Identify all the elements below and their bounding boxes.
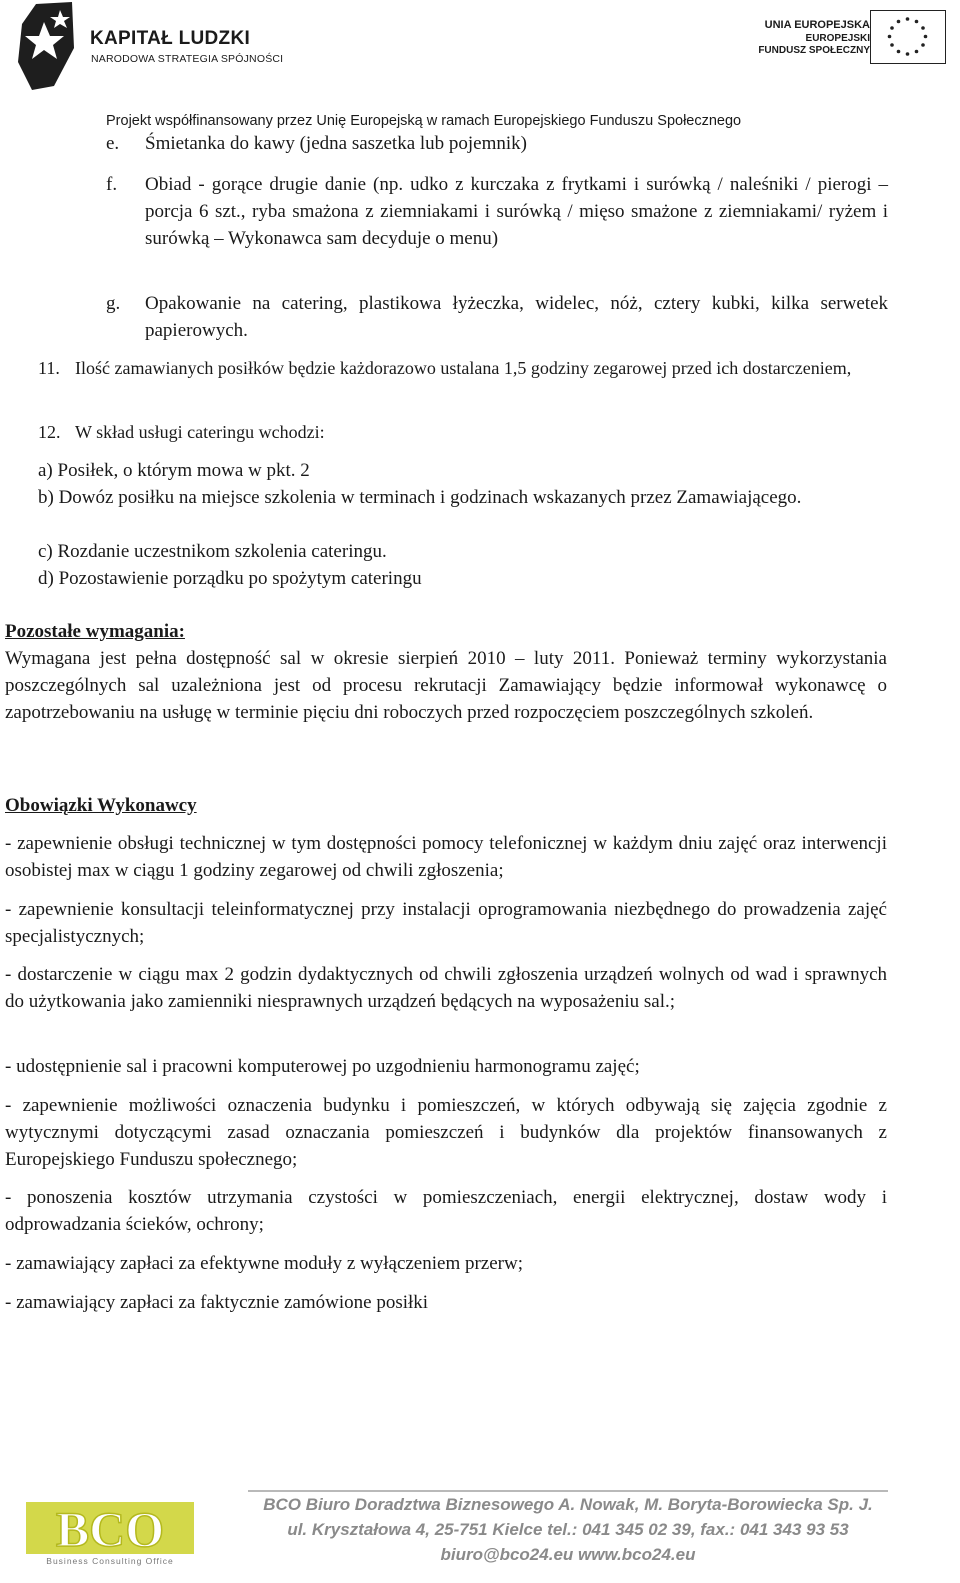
bco-logo: [26, 1502, 194, 1568]
duty-item: - udostępnienie sal i pracowni komputerowej po uzgodnieniu harmonogramu zajęć;: [5, 1056, 640, 1077]
list-item-label: g.: [106, 293, 121, 314]
bco-logo-icon: [26, 1502, 194, 1568]
duty-item: - zamawiający zapłaci za faktycznie zamówione posiłki: [5, 1292, 429, 1313]
contractor-duties-heading: Obowiązki Wykonawcy: [5, 795, 197, 816]
list-item-text: Śmietanka do kawy (jedna saszetka lub pojemnik): [145, 133, 528, 154]
project-cofinancing-line: Projekt współfinansowany przez Unię Europejską w ramach Europejskiego Funduszu Społecznego: [106, 113, 742, 129]
duty-item: - zamawiający zapłaci za efektywne moduły z wyłączeniem przerw;: [5, 1253, 524, 1274]
duty-item: - zapewnienie możliwości oznaczenia budynku i pomieszczeń, w których odbywają się zajęcia zgodnie z wytycznymi dotyczącymi zasad oznaczania pomieszczeń i budynków dla projektów finansowanych z Europejskiego Funduszu społecznego;: [5, 1095, 887, 1170]
list-item-text: Obiad - gorące drugie danie (np. udko z kurczaka z frytkami i surówką / naleśniki / pierogi – porcja 6 szt., ryba smażona z ziemniakami i surówką / mięso smażone z ziemniakami/ ryżem i surówką – Wykonawca sam decyduje o menu): [145, 174, 888, 249]
kapital-ludzki-title: KAPITAŁ LUDZKI: [90, 28, 251, 49]
footer-address: ul. Kryształowa 4, 25-751 Kielce tel.: 041 345 02 39, fax.: 041 343 93 53: [287, 1520, 849, 1539]
kapital-ludzki-subtitle: NARODOWA STRATEGIA SPÓJNOŚCI: [91, 53, 284, 65]
list-item-label: 12.: [38, 422, 61, 442]
list-item-label: 11.: [38, 358, 60, 378]
eu-logo-line1: UNIA EUROPEJSKA: [764, 19, 870, 31]
svg-text:BCO: BCO: [55, 1502, 165, 1557]
duty-item: - zapewnienie obsługi technicznej w tym dostępności pomocy telefonicznej w każdym dniu zajęć oraz interwencji osobistej max w ciągu 1 godziny zegarowej od chwili zgłoszenia;: [5, 833, 887, 881]
svg-text:Business Consulting Office: Business Consulting Office: [46, 1556, 174, 1566]
footer-divider: [248, 1490, 888, 1492]
kapital-ludzki-emblem-icon: [14, 2, 94, 90]
list-item-text: Opakowanie na catering, plastikowa łyżeczka, widelec, nóż, cztery kubki, kilka serwetek papierowych.: [145, 293, 888, 341]
eu-logo-line2: EUROPEJSKI: [805, 33, 870, 44]
duty-item: - dostarczenie w ciągu max 2 godzin dydaktycznych od chwili zgłoszenia urządzeń wolnych od wad i sprawnych do użytkowania jako zamienniki niesprawnych urządzeń będących na wyposażeniu sal.;: [5, 964, 887, 1012]
duty-item: - ponoszenia kosztów utrzymania czystości w pomieszczeniach, energii elektrycznej, dostaw wody i odprowadzania ścieków, ochrony;: [5, 1187, 887, 1235]
service-item-c: c) Rozdanie uczestnikom szkolenia cateringu.: [38, 541, 387, 562]
list-item-text: W skład usługi cateringu wchodzi:: [75, 422, 325, 442]
duty-item: - zapewnienie konsultacji teleinformatycznej przy instalacji oprogramowania niezbędnego do prowadzenia zajęć specjalistycznych;: [5, 899, 887, 947]
footer-company-name: BCO Biuro Doradztwa Biznesowego A. Nowak, M. Boryta-Borowiecka Sp. J.: [263, 1495, 873, 1514]
list-item-text: Ilość zamawianych posiłków będzie każdorazowo ustalana 1,5 godziny zegarowej przed ich dostarczeniem,: [75, 358, 852, 378]
service-item-a: a) Posiłek, o którym mowa w pkt. 2: [38, 460, 310, 481]
service-item-b: b) Dowóz posiłku na miejsce szkolenia w terminach i godzinach wskazanych przez Zamawiającego.: [38, 487, 802, 508]
eu-flag-icon: [870, 10, 946, 64]
list-item-label: f.: [106, 174, 118, 195]
service-item-d: d) Pozostawienie porządku po spożytym cateringu: [38, 568, 422, 589]
footer-contact: biuro@bco24.eu www.bco24.eu: [440, 1545, 696, 1564]
list-item-label: e.: [106, 133, 120, 154]
eu-logo-line3: FUNDUSZ SPOŁECZNY: [758, 45, 870, 56]
other-requirements-text: Wymagana jest pełna dostępność sal w okresie sierpień 2010 – luty 2011. Ponieważ terminy wykorzystania poszczególnych sal uzależniona jest od procesu rekrutacji Zamawiający będzie informował wykonawcę o zapotrzebowaniu na usługę w terminie pięciu dni roboczych przed rozpoczęciem poszczególnych szkoleń.: [5, 648, 887, 723]
other-requirements-heading: Pozostałe wymagania:: [5, 621, 185, 642]
